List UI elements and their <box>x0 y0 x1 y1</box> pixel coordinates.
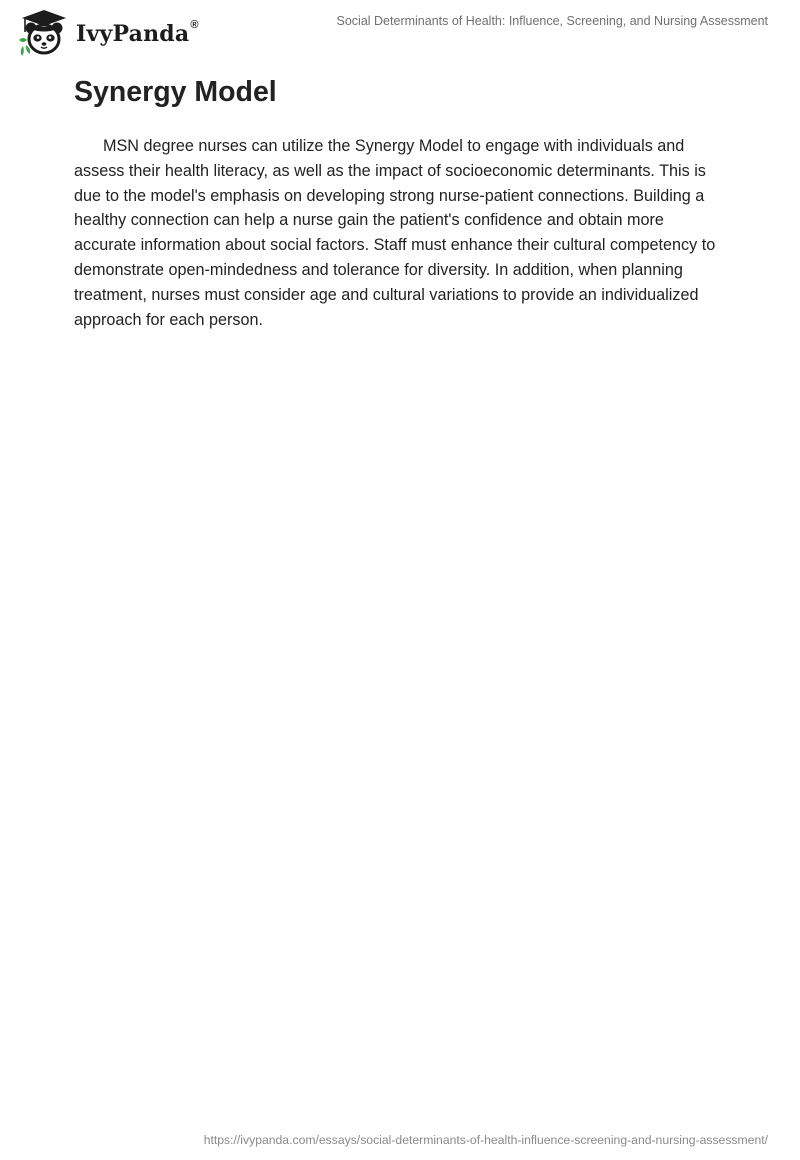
logo-wordmark <box>76 21 199 47</box>
document-title: Social Determinants of Health: Influence, Screening, and Nursing Assessment <box>336 14 768 28</box>
section-heading: Synergy Model <box>74 76 277 108</box>
panda-graduation-cap-icon <box>14 8 74 58</box>
registered-mark: ® <box>190 19 199 31</box>
ivypanda-logo[interactable] <box>14 8 199 58</box>
body-paragraph: MSN degree nurses can utilize the Synergy Model to engage with individuals and assess their health literacy, as well as the impact of socioeconomic determinants. This is due to the model's emphasis on developing strong nurse-patient connections. Building a healthy connection can help a nurse gain the patient's confidence and obtain more accurate information about social factors. Staff must enhance their cultural competency to demonstrate open-mindedness and tolerance for diversity. In addition, when planning treatment, nurses must consider age and cultural variations to provide an individualized approach for each person. <box>74 137 716 329</box>
main-content <box>74 72 724 332</box>
logo-wordmark-text: IvyPanda <box>76 21 190 47</box>
page-header <box>0 0 800 60</box>
footer-source-url[interactable]: https://ivypanda.com/essays/social-determinants-of-health-influence-screening-and-nursing-assessment/ <box>203 1133 768 1147</box>
